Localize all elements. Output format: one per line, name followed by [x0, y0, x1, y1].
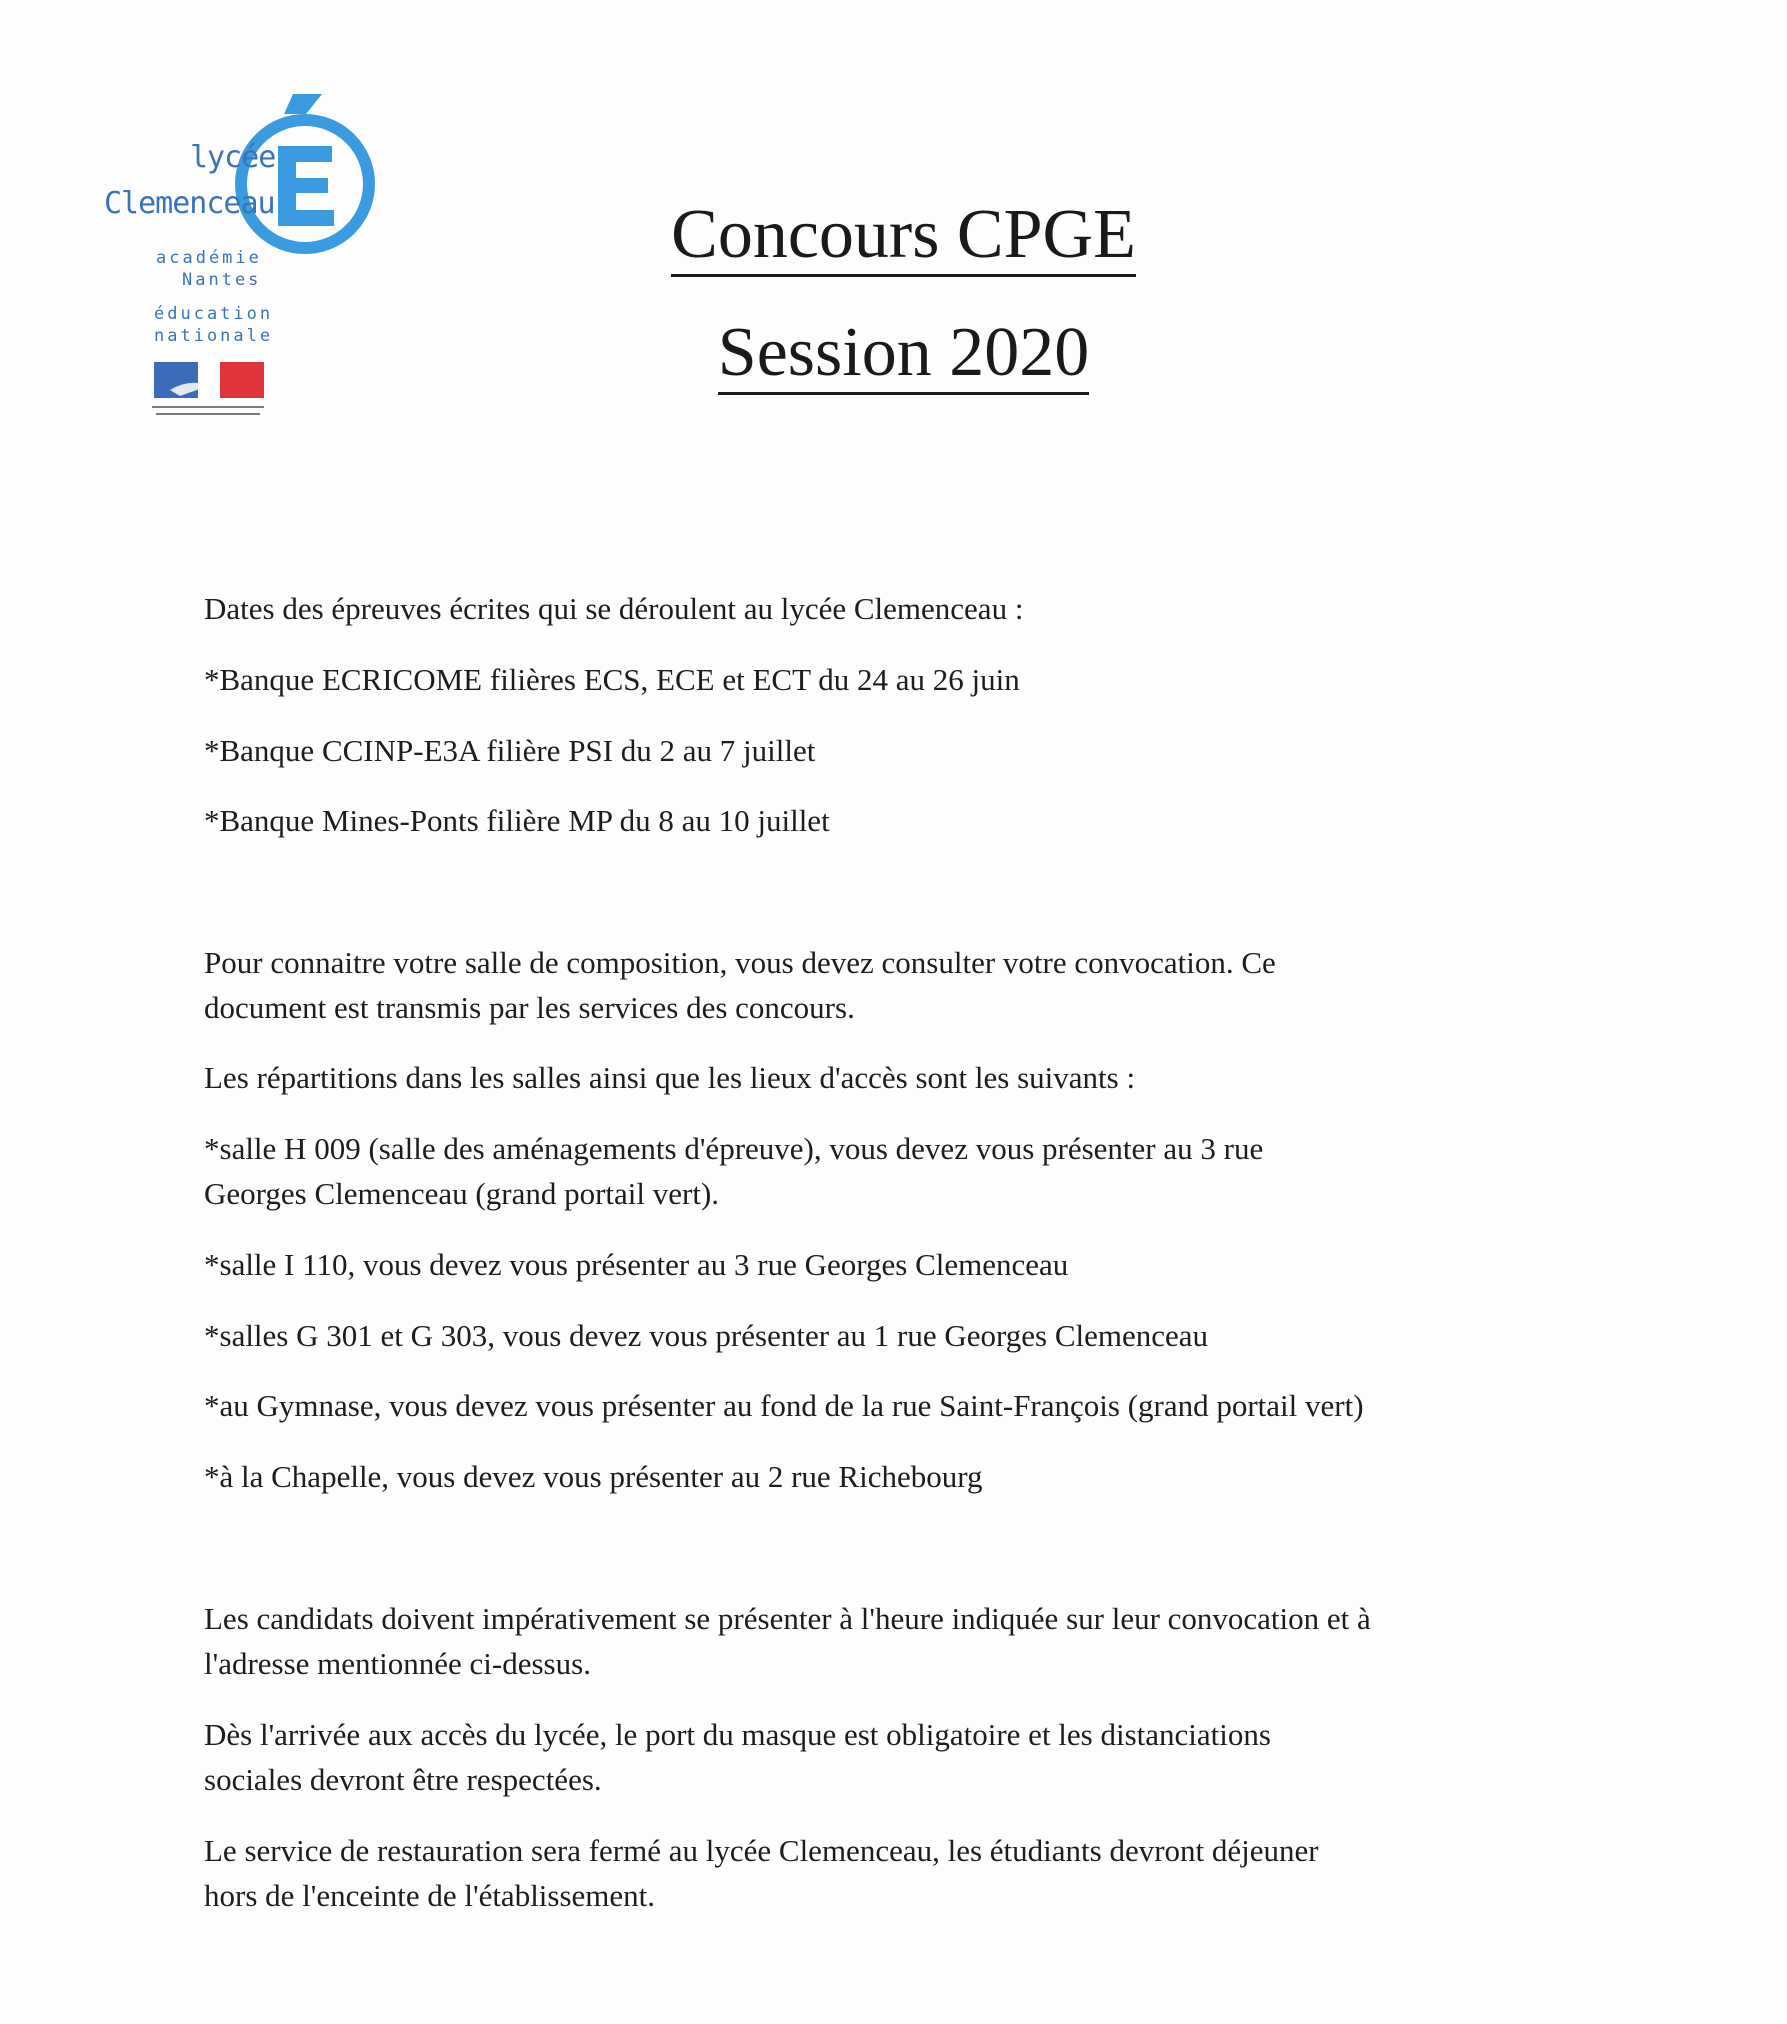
room-i110: *salle I 110, vous devez vous présenter au 3 rue Georges Clemenceau	[204, 1247, 1069, 1282]
dates-intro: Dates des épreuves écrites qui se déroulent au lycée Clemenceau :	[204, 591, 1024, 626]
title-line-2: Session 2020	[718, 318, 1089, 395]
rooms-intro-line-2: document est transmis par les services des concours.	[204, 990, 855, 1025]
room-g301-g303: *salles G 301 et G 303, vous devez vous présenter au 1 rue Georges Clemenceau	[204, 1318, 1209, 1353]
rule-mask-line-2: sociales devront être respectées.	[204, 1762, 602, 1797]
dates-item-ccinp: *Banque CCINP-E3A filière PSI du 2 au 7 juillet	[204, 733, 816, 768]
logo-text-education: éducation	[154, 304, 274, 324]
rule-restaurant-line-2: hors de l'enceinte de l'établissement.	[204, 1878, 656, 1913]
logo-text-nantes: Nantes	[182, 270, 262, 290]
logo-text-academie: académie	[156, 248, 262, 268]
logo-text-clemenceau: Clemenceau	[104, 186, 275, 221]
room-h009-line-2: Georges Clemenceau (grand portail vert).	[204, 1176, 720, 1211]
rule-arrival-line-2: l'adresse mentionnée ci-dessus.	[204, 1646, 591, 1681]
logo-text-lycee: lycée	[190, 140, 276, 175]
room-gymnase: *au Gymnase, vous devez vous présenter au fond de la rue Saint-François (grand portail vert)	[204, 1388, 1364, 1423]
logo-text-nationale: nationale	[154, 326, 274, 346]
dates-item-ecricome: *Banque ECRICOME filières ECS, ECE et ECT du 24 au 26 juin	[204, 662, 1020, 697]
rooms-intro-line-1: Pour connaitre votre salle de composition, vous devez consulter votre convocation. Ce	[204, 945, 1276, 980]
rule-mask-line-1: Dès l'arrivée aux accès du lycée, le port du masque est obligatoire et les distanciations	[204, 1717, 1271, 1752]
title-line-1: Concours CPGE	[671, 200, 1136, 277]
room-chapelle: *à la Chapelle, vous devez vous présenter au 2 rue Richebourg	[204, 1459, 983, 1494]
document-title	[10, 196, 1787, 277]
rooms-lead: Les répartitions dans les salles ainsi que les lieux d'accès sont les suivants :	[204, 1060, 1136, 1095]
room-h009-line-1: *salle H 009 (salle des aménagements d'épreuve), vous devez vous présenter au 3 rue	[204, 1131, 1264, 1166]
rule-restaurant-line-1: Le service de restauration sera fermé au lycée Clemenceau, les étudiants devront déjeuner	[204, 1833, 1319, 1868]
rule-arrival-line-1: Les candidats doivent impérativement se présenter à l'heure indiquée sur leur convocation et à	[204, 1601, 1371, 1636]
dates-item-mines-ponts: *Banque Mines-Ponts filière MP du 8 au 10 juillet	[204, 803, 830, 838]
